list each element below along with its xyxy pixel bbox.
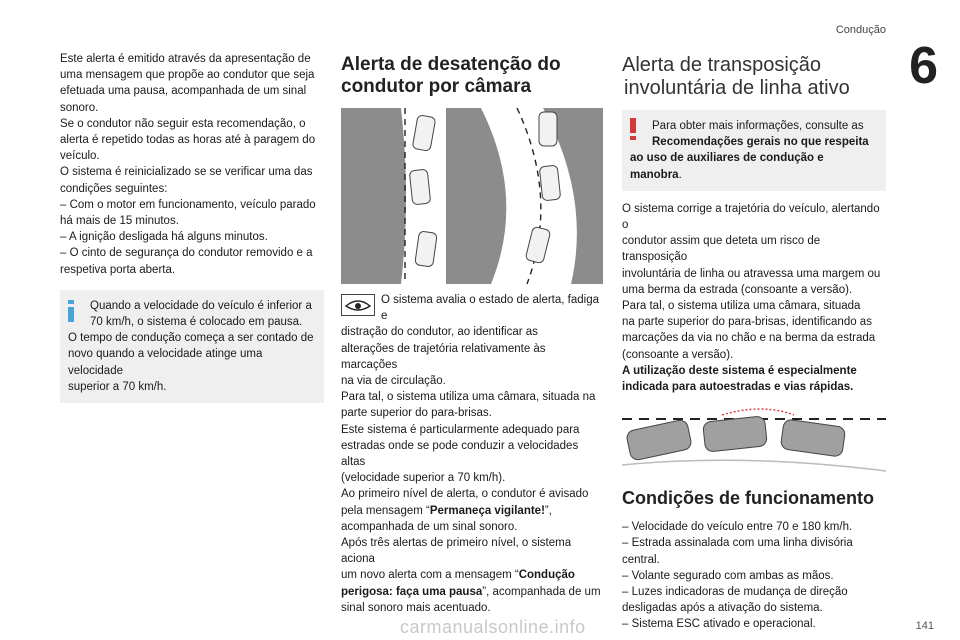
text-line: central.	[622, 553, 660, 566]
text-line: 70 km/h, o sistema é colocado em pausa.	[90, 316, 303, 329]
text-line: efetuada uma pausa, acompanhada de um sinal	[60, 85, 307, 98]
info-box	[60, 290, 324, 403]
text-line: (velocidade superior a 70 km/h).	[341, 472, 506, 485]
text-line: condutor assim que deteta um risco de transposição	[622, 235, 821, 264]
column-1	[60, 51, 324, 403]
text-line: – Velocidade do veículo entre 70 e 180 km/h.	[622, 521, 853, 534]
text-line: involuntária de linha ou atravessa uma margem ou	[622, 267, 881, 280]
text-line: novo quando a velocidade atinge uma velocidade	[68, 348, 263, 377]
text-line: – Luzes indicadoras de mudança de direção	[622, 586, 848, 599]
text-line: parte superior do para-brisas.	[341, 407, 492, 420]
text-line: distração do condutor, ao identificar as	[341, 326, 538, 339]
text-line: Se o condutor não seguir esta recomendação, o	[60, 117, 306, 130]
text-line: alterações de trajetória relativamente às marcações	[341, 342, 546, 371]
warning-box	[622, 110, 886, 191]
text-line: respetiva porta aberta.	[60, 263, 176, 276]
text-line: – A ignição desligada há alguns minutos.	[60, 231, 268, 244]
text-line: um novo alerta com a mensagem “Condução	[341, 569, 575, 582]
text-line: na parte superior do para-brisas, identificando as	[622, 316, 872, 329]
text-line: O sistema avalia o estado de alerta, fadiga e	[381, 294, 599, 323]
section-title: Alerta de desatenção do condutor por câmara	[341, 54, 561, 97]
text-line: ao uso de auxiliares de condução e manobra.	[630, 152, 824, 181]
text-line: pela mensagem “Permaneça vigilante!”,	[341, 504, 552, 517]
text-line: superior a 70 km/h.	[68, 380, 167, 393]
text-line: indicada para autoestradas e vias rápidas.	[622, 381, 854, 394]
column-3	[622, 54, 886, 633]
text-line: – O cinto de segurança do condutor removido e a	[60, 247, 313, 260]
text-line: veículo.	[60, 150, 100, 163]
text-line: O tempo de condução começa a ser contado de	[68, 332, 314, 345]
text-line: Após três alertas de primeiro nível, o sistema aciona	[341, 537, 572, 566]
text-line: Para tal, o sistema utiliza uma câmara, situada na	[341, 391, 596, 404]
text-line: – Com o motor em funcionamento, veículo parado	[60, 198, 316, 211]
text-line: uma mensagem que propõe ao condutor que seja	[60, 69, 315, 82]
lane-keeping-illustration	[622, 405, 886, 475]
text-line: – Sistema ESC ativado e operacional.	[622, 618, 816, 631]
eye-icon	[341, 294, 375, 316]
text-line: na via de circulação.	[341, 375, 446, 388]
text-line: condições seguintes:	[60, 182, 168, 195]
info-icon	[68, 300, 74, 326]
section-header: Condução	[835, 24, 886, 36]
text-line: sonoro.	[60, 101, 99, 114]
text-line: há mais de 15 minutos.	[60, 215, 179, 228]
text-line: Quando a velocidade do veículo é inferior a	[90, 299, 312, 312]
column-2	[341, 54, 603, 616]
section-title: Alerta de transposição involuntária de linha ativo	[622, 54, 850, 99]
text-line: perigosa: faça uma pausa”, acompanhada de um	[341, 585, 601, 598]
driver-attention-illustration	[341, 108, 603, 284]
text-line: Este alerta é emitido através da apresentação de	[60, 53, 311, 65]
text-line: marcações da via no chão e na berma da estrada	[622, 332, 876, 345]
text-line: uma berma da estrada (consoante a versão).	[622, 283, 853, 296]
text-line: Para tal, o sistema utiliza uma câmara, situada	[622, 300, 861, 313]
text-line: O sistema é reinicializado se se verificar uma das	[60, 166, 313, 179]
text-line: alerta é repetido todas as horas até à paragem do	[60, 134, 316, 147]
text-line: acompanhada de um sinal sonoro.	[341, 520, 518, 533]
text-line: O sistema corrige a trajetória do veículo, alertando o	[622, 202, 880, 232]
watermark: carmanualsonline.info	[400, 617, 586, 637]
page-number: 141	[915, 620, 934, 632]
text-line: sinal sonoro mais acentuado.	[341, 601, 491, 614]
text-line: Recomendações gerais no que respeita	[652, 136, 869, 149]
text-line: – Volante segurado com ambas as mãos.	[622, 569, 834, 582]
text-line: desligadas após a ativação do sistema.	[622, 602, 823, 615]
text-line: (consoante a versão).	[622, 348, 734, 361]
text-line: Ao primeiro nível de alerta, o condutor é avisado	[341, 488, 589, 501]
text-line: Para obter mais informações, consulte as	[652, 120, 864, 132]
subsection-title: Condições de funcionamento	[622, 488, 875, 509]
text-line: Este sistema é particularmente adequado para	[341, 423, 580, 436]
text-line: estradas onde se pode conduzir a velocidades altas	[341, 439, 579, 469]
text-line: – Estrada assinalada com uma linha divisória	[622, 537, 853, 550]
chapter-number: 6	[909, 37, 938, 95]
text-line: A utilização deste sistema é especialmente	[622, 364, 857, 377]
warning-icon	[630, 118, 636, 144]
